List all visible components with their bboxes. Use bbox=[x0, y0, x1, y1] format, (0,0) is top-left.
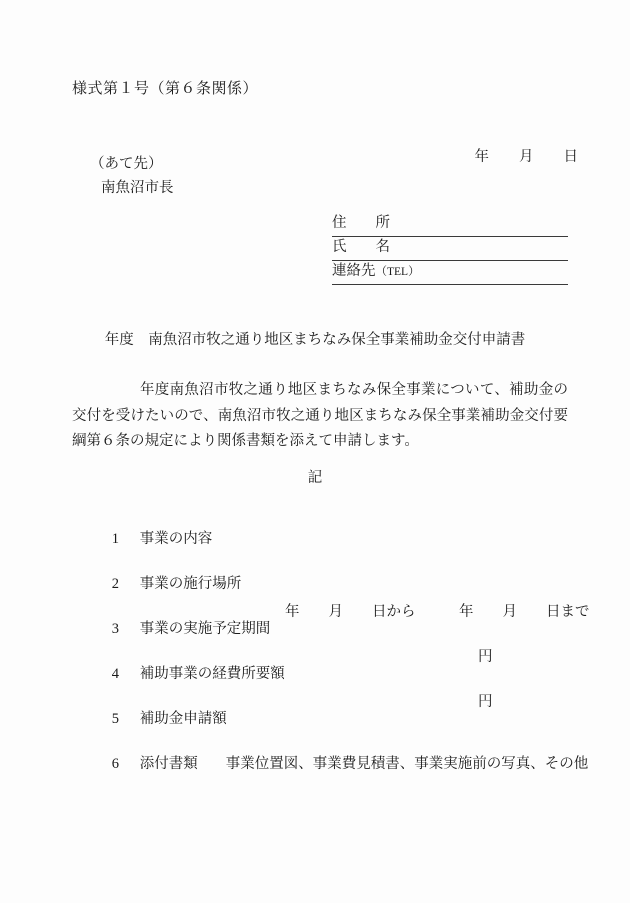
item-5-label: 補助金申請額 bbox=[139, 711, 227, 727]
applicant-tel-sublabel: （TEL） bbox=[375, 266, 420, 278]
item-2-label: 事業の施行場所 bbox=[139, 576, 242, 592]
body-paragraph: 年度南魚沼市牧之通り地区まちなみ保全事業について、補助金の交付を受けたいので、南魚沼市牧之通り地区まちなみ保全事業補助金交付要綱第６条の規定により関係書類を添えて申請します。 bbox=[72, 382, 568, 449]
addressee-prefix: （あて先） bbox=[90, 156, 163, 172]
form-number: 様式第１号（第６条関係） bbox=[72, 81, 259, 97]
page-title: 年度 南魚沼市牧之通り地区まちなみ保全事業補助金交付申請書 bbox=[104, 332, 526, 348]
item-5 bbox=[90, 690, 570, 735]
addressee-name: 南魚沼市長 bbox=[101, 180, 174, 196]
applicant-address-field[interactable] bbox=[332, 213, 568, 237]
item-4-label: 補助事業の経費所要額 bbox=[139, 666, 285, 682]
item-6-attachments: 事業位置図、事業費見積書、事業実施前の写真、その他 bbox=[225, 756, 589, 772]
item-4-unit: 円 bbox=[478, 649, 493, 665]
item-3-date-range[interactable]: 年 月 日から 年 月 日まで bbox=[285, 604, 590, 620]
item-4 bbox=[90, 645, 570, 690]
applicant-name-field[interactable] bbox=[332, 237, 568, 261]
applicant-address-label: 住 所 bbox=[332, 215, 390, 231]
item-6 bbox=[90, 735, 589, 780]
item-4-number: 4 bbox=[111, 666, 119, 682]
applicant-name-label: 氏 名 bbox=[332, 239, 390, 255]
item-5-unit: 円 bbox=[478, 694, 493, 710]
date-line bbox=[0, 128, 578, 183]
date-day-label: 日 bbox=[563, 149, 578, 165]
item-6-label: 添付書類 bbox=[139, 756, 198, 772]
applicant-tel-field[interactable] bbox=[332, 261, 568, 285]
item-3-number: 3 bbox=[111, 621, 119, 637]
date-year-label: 年 bbox=[474, 149, 489, 165]
item-5-number: 5 bbox=[111, 711, 119, 727]
ki-marker: 記 bbox=[307, 470, 323, 486]
items-list bbox=[90, 510, 590, 780]
item-3-label: 事業の実施予定期間 bbox=[139, 621, 271, 637]
item-6-number: 6 bbox=[111, 756, 119, 772]
item-1-label: 事業の内容 bbox=[139, 531, 213, 547]
item-3 bbox=[90, 600, 590, 645]
item-1-number: 1 bbox=[111, 531, 119, 547]
item-2 bbox=[90, 555, 570, 600]
applicant-tel-label: 連絡先 bbox=[332, 263, 376, 279]
item-1 bbox=[90, 510, 570, 555]
date-month-label: 月 bbox=[519, 149, 534, 165]
applicant-block bbox=[332, 213, 568, 285]
item-2-number: 2 bbox=[111, 576, 119, 592]
